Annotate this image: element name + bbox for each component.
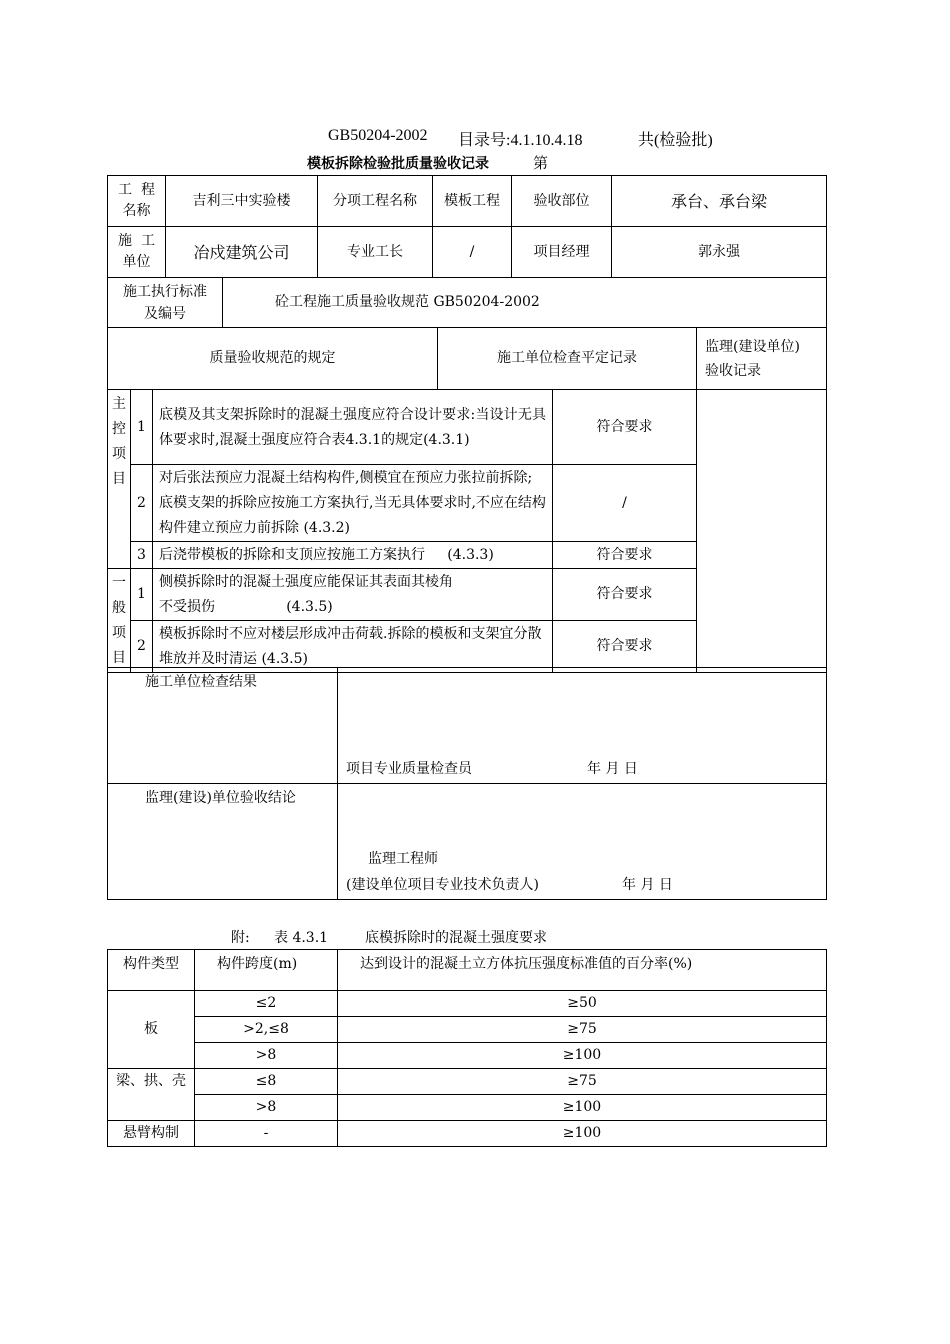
supervision-header: 监理(建设单位) 验收记录 [697,328,827,390]
record-table [107,175,827,278]
member-type-beam: 梁、拱、壳 [108,1069,195,1121]
standard-row [107,277,827,328]
main-item-3-no: 3 [131,542,153,569]
project-name: 吉利三中实验楼 [166,176,318,227]
supervision-conclusion-label: 监理(建设)单位验收结论 [108,784,338,900]
table-cell-percent: ≥50 [338,991,827,1017]
table-cell-span: >2,≤8 [195,1017,338,1043]
main-items-label: 主 控 项 目 [108,390,131,569]
manager-value: 郭永强 [612,227,827,278]
main-item-1-text: 底模及其支架拆除时的混凝土强度应符合设计要求:当设计无具体要求时,混凝土强度应符合表4.3.1的规定(4.3.1) [153,390,553,465]
table-cell-percent: ≥75 [338,1017,827,1043]
unit-value: 冶戍建筑公司 [166,227,318,278]
main-item-1-result: 符合要求 [553,390,697,465]
general-item-1-text: 侧模拆除时的混凝土强度应能保证其表面其棱角 不受损伤 (4.3.5) [153,569,553,621]
items-table [107,389,827,673]
supervision-engineer-label: 监理工程师 [368,851,438,867]
foreman-value: / [433,227,512,278]
table-cell-span: >8 [195,1095,338,1121]
table-cell-span: >8 [195,1043,338,1069]
supervision-date: 年 月 日 [622,877,673,893]
column-headers [107,327,827,390]
catalog-number: 目录号:4.1.10.4.18 [458,132,583,149]
header-span: 构件跨度(m) [195,950,338,991]
general-items-label: 一 般 项 目 [108,569,131,673]
check-result-label: 施工单位检查结果 [108,668,338,784]
page-title: 模板拆除检验批质量验收记录 [307,156,489,172]
general-item-1-no: 1 [131,569,153,621]
member-type-slab: 板 [108,991,195,1069]
supervision-records [697,390,827,673]
member-type-cantilever: 悬臂构制 [108,1121,195,1147]
general-item-2-result: 符合要求 [553,621,697,673]
main-item-2-no: 2 [131,465,153,542]
quality-inspector-label: 项目专业质量检查员 [346,761,472,777]
general-item-2-text: 模板拆除时不应对楼层形成冲击荷载.拆除的模板和支架宜分散堆放并及时清运 (4.3.5) [153,621,553,673]
main-item-3-result: 符合要求 [553,542,697,569]
foreman-label: 专业工长 [318,227,433,278]
header-member-type: 构件类型 [108,950,195,991]
table-cell-percent: ≥100 [338,1121,827,1147]
location-label: 验收部位 [512,176,612,227]
table-cell-percent: ≥100 [338,1095,827,1121]
appendix-prefix: 附: [231,930,250,946]
manager-label: 项目经理 [512,227,612,278]
strength-table [107,949,827,1147]
standard-code: GB50204-2002 [328,127,428,144]
table-cell-percent: ≥75 [338,1069,827,1095]
location-value: 承台、承台梁 [612,176,827,227]
check-header: 施工单位检查平定记录 [438,328,697,390]
table-cell-span: - [195,1121,338,1147]
project-name-label: 工 程 名称 [108,176,166,227]
page-label: 第 [533,154,549,172]
standard-label: 施工执行标准 及编号 [108,278,223,328]
appendix-title: 底模拆除时的混凝土强度要求 [365,930,547,946]
standard-value: 砼工程施工质量验收规范 GB50204-2002 [223,278,827,328]
subitem-value: 模板工程 [433,176,512,227]
table-cell-percent: ≥100 [338,1043,827,1069]
main-item-3-text: 后浇带模板的拆除和支顶应按施工方案执行 (4.3.3) [153,542,553,569]
header-strength-percent: 达到设计的混凝土立方体抗压强度标准值的百分率(%) [338,950,827,991]
general-item-1-result: 符合要求 [553,569,697,621]
table-cell-span: ≤2 [195,991,338,1017]
spec-header: 质量验收规范的规定 [108,328,438,390]
general-item-2-no: 2 [131,621,153,673]
appendix-table-no: 表 4.3.1 [274,930,329,946]
conclusion-table [107,667,827,900]
total-batch: 共(检验批) [638,132,713,149]
unit-label: 施 工 单位 [108,227,166,278]
main-item-2-text: 对后张法预应力混凝土结构构件,侧模宜在预应力张拉前拆除;底模支架的拆除应按施工方案执行,当无具体要求时,不应在结构构件建立预应力前拆除 (4.3.2) [153,465,553,542]
table-cell-span: ≤8 [195,1069,338,1095]
tech-leader-label: (建设单位项目专业技术负责人) [346,877,539,893]
main-item-2-result: / [553,465,697,542]
inspector-date: 年 月 日 [587,761,638,777]
subitem-label: 分项工程名称 [318,176,433,227]
main-item-1-no: 1 [131,390,153,465]
